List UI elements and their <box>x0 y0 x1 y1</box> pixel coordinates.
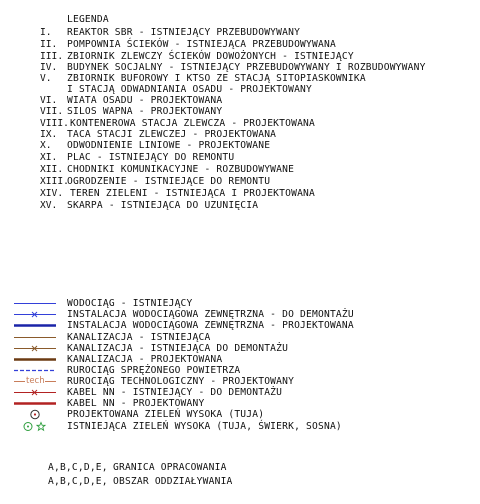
symbol-label: KABEL NN - PROJEKTOWANY <box>67 398 205 409</box>
symbol-label: KANALIZACJA - PROJEKTOWANA <box>67 354 223 365</box>
legend-item-number: VIII. <box>40 118 69 129</box>
water-existing-line-symbol <box>14 298 56 309</box>
legend-item-number: XV. <box>40 200 58 211</box>
symbol-label: PROJEKTOWANA ZIELEŃ WYSOKA (TUJA) <box>67 409 265 420</box>
symbol-label: RUROCIĄG SPRĘŻONEGO POWIETRZA <box>67 365 241 376</box>
symbol-label: ISTNIEJĄCA ZIELEŃ WYSOKA (TUJA, ŚWIERK, SOSNA) <box>67 421 342 432</box>
symbol-label: WODOCIĄG - ISTNIEJĄCY <box>67 298 193 309</box>
legend-item-text: CHODNIKI KOMUNIKACYJNE - ROZBUDOWYWANE <box>67 164 295 175</box>
tech-tag: tech <box>26 376 45 386</box>
technological-pipeline-line-symbol <box>14 376 56 387</box>
boundary-points: A,B,C,D,E, <box>48 462 108 473</box>
legend-item-text: TEREN ZIELENI - ISTNIEJĄCA I PROJEKTOWANA <box>70 188 316 199</box>
legend-item-text: SKARPA - ISTNIEJĄCA DO UZUNIĘCIA <box>67 200 259 211</box>
sewer-projected-line-symbol <box>14 354 56 365</box>
legend-item-text: ZBIORNIK BUFOROWY I KTSO ZE STACJĄ SITOPIASKOWNIKA <box>67 73 366 84</box>
cable-projected-line-symbol <box>14 398 56 409</box>
legend-item-number: I. <box>40 27 52 38</box>
legend-item-number: III. <box>40 51 64 62</box>
boundary-label: GRANICA OPRACOWANIA <box>113 462 227 473</box>
existing-tree-icon <box>14 421 56 432</box>
legend-item-text: ZBIORNIK ZLEWCZY ŚCIEKÓW DOWOŻONYCH - ISTNIEJĄCY <box>67 51 354 62</box>
legend-item-text: I STACJĄ ODWADNIANIA OSADU - PROJEKTOWANY <box>67 84 313 95</box>
legend-item-text: OGRODZENIE - ISTNIEJĄCE DO REMONTU <box>67 176 271 187</box>
legend-item-text: ODWODNIENIE LINIOWE - PROJEKTOWANE <box>67 140 271 151</box>
legend-item-text: BUDYNEK SOCJALNY - ISTNIEJĄCY PRZEBUDOWYWANY I ROZBUDOWYWANY <box>67 62 426 73</box>
sewer-existing-line-symbol <box>14 332 56 343</box>
legend-item-number: V. <box>40 73 52 84</box>
legend-item-number: X. <box>40 140 52 151</box>
boundary-points: A,B,C,D,E, <box>48 476 108 487</box>
legend-item-number: XII. <box>40 164 64 175</box>
legend-item-text: TACA STACJI ZLEWCZEJ - PROJEKTOWANA <box>67 129 277 140</box>
boundary-label: OBSZAR ODDZIAŁYWANIA <box>113 476 233 487</box>
legend-item-number: XI. <box>40 152 58 163</box>
cable-demolition-line-symbol <box>14 387 56 398</box>
legend-item-text: KONTENEROWA STACJA ZLEWCZA - PROJEKTOWANA <box>70 118 316 129</box>
legend-item-number: IV. <box>40 62 58 73</box>
legend-item-text: SILOS WAPNA - PROJEKTOWANY <box>67 106 223 117</box>
water-demolition-line-symbol <box>14 309 56 320</box>
symbol-label: INSTALACJA WODOCIĄGOWA ZEWNĘTRZNA - PROJEKTOWANA <box>67 320 354 331</box>
projected-tree-icon <box>14 409 56 420</box>
symbol-label: KANALIZACJA - ISTNIEJĄCA DO DEMONTAŻU <box>67 343 289 354</box>
legend-item-number: VII. <box>40 106 64 117</box>
legend-item-text: POMPOWNIA ŚCIEKÓW - ISTNIEJĄCA PRZEBUDOWYWANA <box>67 39 336 50</box>
compressed-air-line-symbol <box>14 365 56 376</box>
legend-item-text: PLAC - ISTNIEJĄCY DO REMONTU <box>67 152 235 163</box>
symbol-label: INSTALACJA WODOCIĄGOWA ZEWNĘTRZNA - DO DEMONTAŻU <box>67 309 354 320</box>
legend-item-number: VI. <box>40 95 58 106</box>
water-projected-line-symbol <box>14 320 56 331</box>
legend-item-text: REAKTOR SBR - ISTNIEJĄCY PRZEBUDOWYWANY <box>67 27 301 38</box>
symbol-label: KABEL NN - ISTNIEJĄCY - DO DEMONTAŻU <box>67 387 283 398</box>
legend-item-number: XIII. <box>40 176 69 187</box>
symbol-label: RUROCIĄG TECHNOLOGICZNY - PROJEKTOWANY <box>67 376 295 387</box>
legend-title: LEGENDA <box>67 14 109 25</box>
symbol-label: KANALIZACJA - ISTNIEJĄCA <box>67 332 211 343</box>
legend-item-number: IX. <box>40 129 58 140</box>
legend-item-number: XIV. <box>40 188 64 199</box>
legend-item-number: II. <box>40 39 58 50</box>
sewer-demolition-line-symbol <box>14 343 56 354</box>
legend-item-text: WIATA OSADU - PROJEKTOWANA <box>67 95 223 106</box>
